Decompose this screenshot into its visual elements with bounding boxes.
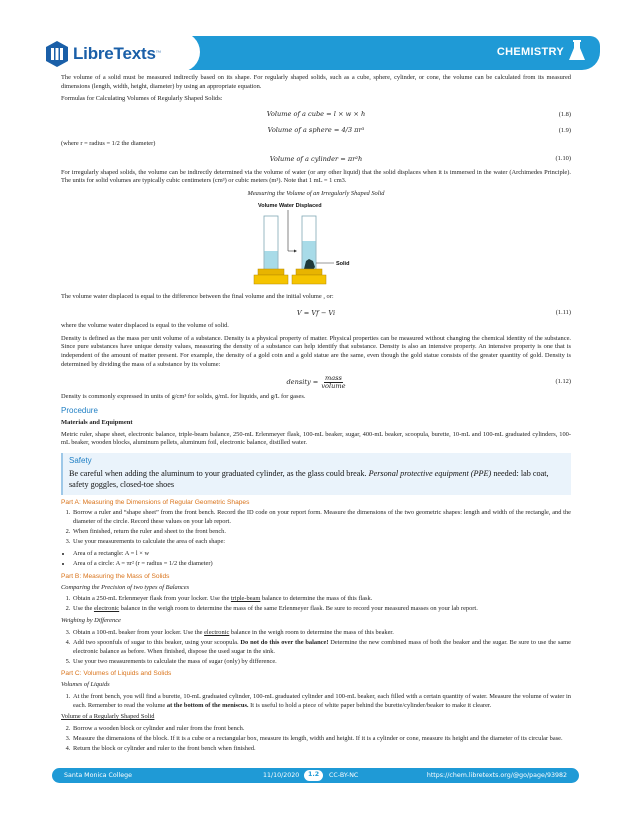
footer-url-link[interactable]: https://chem.libretexts.org/@go/page/93982 bbox=[426, 771, 567, 779]
intro-paragraph: The volume of a solid must be measured indirectly based on its shape. For regularly shaped solids, such as a cube, sphere, cylinder, or cone, the volume can be calculated from its measured dimensions (length, width, height, diameter) by using an appropriate equation. bbox=[61, 74, 571, 90]
figure-caption: Measuring the Volume of an Irregularly Shaped Solid bbox=[247, 189, 385, 197]
label-solid: Solid bbox=[336, 261, 350, 268]
step-warning: Do not do this over the balance! bbox=[240, 638, 329, 646]
equation-number: (1.11) bbox=[555, 308, 571, 316]
safety-title: Safety bbox=[69, 455, 92, 465]
part-c-heading: Part C: Volumes of Liquids and Solids bbox=[61, 670, 172, 678]
step-emphasis: at the bottom of the meniscus. bbox=[166, 701, 249, 709]
equation-cylinder-expr: Volume of a cylinder = πr²h bbox=[269, 155, 363, 164]
density-label: density = bbox=[286, 377, 319, 386]
list-item: 2. When finished, return the ruler and sheet to the front bench. bbox=[72, 528, 571, 537]
part-a-heading: Part A: Measuring the Dimensions of Regular Geometric Shapes bbox=[61, 498, 250, 506]
displacement-paragraph: The volume water displaced is equal to the difference between the final volume and the initial volume , or: bbox=[61, 293, 334, 301]
part-c-subheading-solid: Volume of a Regularly Shaped Solid bbox=[61, 713, 155, 721]
equation-density bbox=[61, 373, 571, 391]
footer-date: 11/10/2020 bbox=[263, 771, 300, 779]
electronic-link[interactable]: electronic bbox=[204, 628, 230, 636]
procedure-heading: Procedure bbox=[61, 405, 98, 415]
flask-icon bbox=[568, 40, 586, 62]
logo-trademark: ™ bbox=[155, 50, 161, 56]
list-item: 2. Borrow a wooden block or cylinder and ruler from the front bench. bbox=[72, 725, 571, 734]
part-b-subheading-precision: Comparing the Precision of two types of Balances bbox=[61, 583, 190, 591]
step-text: It is useful to hold a piece of white paper behind the burette/cylinder/beaker to make it clearer. bbox=[248, 701, 492, 709]
libretexts-logo-icon bbox=[45, 40, 69, 68]
ppe-items: needed: lab coat, safety goggles, closed-toe shoes bbox=[69, 468, 549, 490]
list-item bbox=[72, 605, 571, 614]
page-content bbox=[61, 74, 571, 757]
step-text: balance to determine the mass of this flask. bbox=[260, 595, 373, 603]
footer-institution: Santa Monica College bbox=[64, 771, 133, 779]
equation-cube-expr: Volume of a cube = l × w × h bbox=[266, 110, 366, 119]
part-b-heading: Part B: Measuring the Mass of Solids bbox=[61, 572, 170, 580]
footer-page-number: 1.2 bbox=[304, 770, 323, 782]
list-item: 3. Measure the dimensions of the block. If it is a cube or a rectangular box, measure its length, width and height. If it is a cylinder or cone, measure its height and the diameter of its circular base. bbox=[72, 735, 571, 744]
list-item: • Area of a rectangle: A = l × w bbox=[72, 550, 571, 559]
displacement-figure bbox=[216, 201, 416, 289]
libretexts-logo[interactable] bbox=[45, 40, 161, 68]
electronic-link[interactable]: electronic bbox=[93, 605, 120, 613]
list-item bbox=[72, 639, 571, 656]
step-text: balance in the weigh room to determine the mass of this beaker. bbox=[229, 628, 394, 636]
step-text: balance in the weigh room to determine the mass of the same Erlenmeyer flask. Be sure to record your measured masses on your lab report. bbox=[119, 605, 478, 613]
materials-heading: Materials and Equipment bbox=[61, 418, 133, 426]
equation-displacement-expr: V = Vf − Vi bbox=[296, 308, 336, 317]
formulas-heading: Formulas for Calculating Volumes of Regularly Shaped Solids: bbox=[61, 95, 223, 103]
step-text: Determine the new combined mass of both the beaker and the sugar. Be sure to use the same electronic balance as before. When finished, dispose the used sugar in the sink. bbox=[73, 638, 571, 655]
part-b-steps-2 bbox=[72, 629, 571, 667]
list-item: • Area of a circle: A = πr² (r = radius = 1/2 the diameter) bbox=[72, 560, 571, 569]
equation-density-expr bbox=[61, 375, 571, 391]
density-fraction bbox=[321, 375, 345, 391]
fraction-denominator: volume bbox=[321, 381, 346, 390]
step-text: At the front bench, you will find a burette, 10-mL graduated cylinder, 100-mL graduated cylinder and 100-mL beaker, each filled with a certain quantity of water. Measure the volume of water in each. Remember to read the volume bbox=[73, 692, 571, 709]
safety-warning: Be careful when adding the aluminum to your graduated cylinder, as the glass could break. bbox=[69, 468, 367, 478]
equation-cube bbox=[61, 108, 571, 122]
equation-sphere-expr: Volume of a sphere = 4/3 πr³ bbox=[267, 126, 365, 135]
ppe-label: Personal protective equipment (PPE) bbox=[368, 468, 492, 478]
page-header bbox=[0, 0, 630, 75]
part-c-steps-1 bbox=[72, 693, 571, 710]
step-text: Obtain a 100-mL beaker from your locker. Use the bbox=[73, 628, 205, 636]
irregular-solids-paragraph: For irregularly shaped solids, the volume can be indirectly determined via the volume of water (or any other liquid) that the solid displaces when it is immersed in the water (Archimedes Principle). The units for solid volumes are typically cubic centimeters (cm³) or cubic meters (m³). Note that 1 mL = 1 cm3. bbox=[61, 168, 571, 185]
equation-number: (1.8) bbox=[558, 110, 571, 118]
list-item bbox=[72, 629, 571, 638]
step-text: Use the bbox=[73, 605, 94, 613]
triple-beam-link[interactable]: triple-beam bbox=[230, 595, 261, 603]
density-paragraph: Density is defined as the mass per unit volume of a substance. Density is a physical property of matter. Physical properties can be measured without changing the chemical identity of the substance. Since pure substances have unique density values, measuring the density of a substance can help identify that substance. Density is also an intensive property. An intensive property is one that is independent of the amount of matter present. For example, the density of a gold coin and a gold statue are the same, even though the gold statue consists of the greater quantity of gold. Density is determined by dividing the mass of a substance by its volume: bbox=[61, 334, 571, 368]
footer-license[interactable]: CC-BY-NC bbox=[329, 771, 359, 779]
equation-number: (1.10) bbox=[555, 155, 571, 163]
list-item: 4. Return the block or cylinder and ruler to the front bench when finished. bbox=[72, 745, 571, 754]
step-text: Add two spoonfuls of sugar to this beaker, using your scoopula. bbox=[73, 638, 241, 646]
list-item bbox=[72, 693, 571, 710]
displacement-diagram bbox=[216, 201, 416, 289]
density-units-paragraph: Density is commonly expressed in units of g/cm³ for solids, g/mL for liquids, and g/L for gases. bbox=[61, 393, 306, 401]
step-text: Obtain a 250-mL Erlenmeyer flask from your locker. Use the bbox=[73, 595, 231, 603]
safety-box bbox=[61, 453, 571, 495]
part-a-bullets bbox=[72, 550, 571, 569]
list-item bbox=[72, 595, 571, 604]
label-volume-displaced: Volume Water Displaced bbox=[258, 203, 322, 210]
equation-cylinder bbox=[61, 153, 571, 167]
subject-title[interactable]: CHEMISTRY bbox=[496, 46, 564, 58]
page-footer bbox=[52, 768, 579, 783]
part-c-steps-2 bbox=[72, 725, 571, 754]
list-item: 5. Use your two measurements to calculate the mass of sugar (only) by difference. bbox=[72, 658, 571, 667]
part-a-steps bbox=[72, 509, 571, 547]
safety-text bbox=[69, 468, 565, 491]
equation-number: (1.12) bbox=[555, 378, 571, 385]
equation-displacement bbox=[61, 306, 571, 320]
part-b-steps-1 bbox=[72, 595, 571, 614]
fraction-numerator: mass bbox=[324, 373, 342, 382]
equation-sphere bbox=[61, 124, 571, 138]
volume-solid-note: where the volume water displaced is equal to the volume of solid. bbox=[61, 322, 229, 330]
equation-number: (1.9) bbox=[558, 126, 571, 134]
part-c-subheading-liquids: Volumes of Liquids bbox=[61, 681, 110, 689]
list-item: 3. Use your measurements to calculate the area of each shape: bbox=[72, 538, 571, 547]
part-b-subheading-difference: Weighing by Difference bbox=[61, 617, 121, 625]
list-item: 1. Borrow a ruler and “shape sheet” from the front bench. Record the ID code on your report form. Measure the dimensions of the two geometric shapes: length and width of the rectangle, and the diameter of the circle. Record these values on your lab report. bbox=[72, 509, 571, 526]
logo-text: LibreTexts bbox=[73, 43, 156, 63]
materials-list: Metric ruler, shape sheet, electronic balance, triple-beam balance, 250-mL Erlenmeyer flask, 100-mL beaker, sugar, 400-mL beaker, scoopula, burette, 10-mL and 100-mL graduated cylinders, 100-mL beaker, wooden blocks, aluminum pellets, aluminum foil, electronic balance, distilled water. bbox=[61, 430, 571, 447]
radius-note: (where r = radius = 1/2 the diameter) bbox=[61, 139, 156, 147]
